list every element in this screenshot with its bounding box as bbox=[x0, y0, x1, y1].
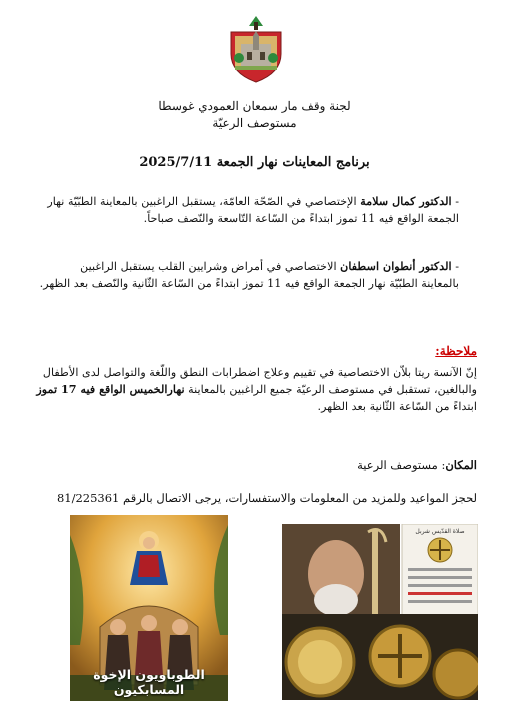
doctor-name: الدكتور كمال سلامة bbox=[360, 194, 452, 208]
note-date: نهارالخميس الواقع فيه 17 تموز bbox=[36, 382, 185, 396]
doctor-entry bbox=[39, 258, 459, 292]
location-label: المكان bbox=[445, 458, 477, 472]
committee-name: لجنة وقف مار سمعان العمودي غوسطا bbox=[158, 99, 351, 113]
prayer-card-title: صلاة القدّيس شربل bbox=[415, 528, 465, 535]
doctor-details: الاختصاصي في أمراض وشرايين القلب يستقبل الراغبين بالمعاينة الطبّيّة نهار الجمعة الواقع فيه 11 تموز ابتداءً من السّاعة الثّانية والنّصف بعد الظهر. bbox=[39, 260, 459, 290]
clinic-name: مستوصف الرعيّة bbox=[212, 116, 297, 130]
bullet: - bbox=[455, 195, 459, 208]
bullet: - bbox=[455, 260, 459, 273]
icon-caption: الطوباويون الإخوة المسابكيون bbox=[93, 667, 205, 697]
doctor-details: الإختصاصي في الصّحّة العامّة، يستقبل الراغبين بالمعاينة الطبّيّة نهار الجمعة الواقع فيه 11 تموز ابتداءً من السّاعة التّاسعة والنّصف صباحاً. bbox=[47, 195, 459, 225]
page-title: برنامج المعاينات نهار الجمعة 2025/7/11 bbox=[139, 155, 370, 170]
doctor-name: الدكتور أنطوان اسطفان bbox=[340, 259, 452, 273]
note-title: ملاحظة: bbox=[435, 344, 477, 358]
location bbox=[357, 458, 477, 472]
saint-medals-image bbox=[282, 524, 478, 700]
contact-line: لحجز المواعيد وللمزيد من المعلومات والاستفسارات، يرجى الاتصال بالرقم 81/225361 bbox=[56, 491, 477, 505]
massabki-brothers-icon-image bbox=[70, 515, 228, 701]
note-text-part: إنّ الآنسة ريتا بلاّن الاختصاصية في تقييم وعلاج اضطرابات النطق واللّغة والتواصل لدى الأطفال والبالغين، تستقبل في مستوصف الرعيّة جميع الراغبين بالمعاينة bbox=[42, 366, 477, 396]
location-value: : مستوصف الرعية bbox=[357, 458, 446, 472]
coat-of-arms-logo bbox=[227, 14, 285, 84]
note-text bbox=[31, 364, 477, 415]
note-text-part: ابتداءً من السّاعة الثّانية بعد الظهر. bbox=[317, 400, 477, 413]
medals-collage bbox=[282, 524, 478, 700]
doctor-entry bbox=[39, 193, 459, 227]
